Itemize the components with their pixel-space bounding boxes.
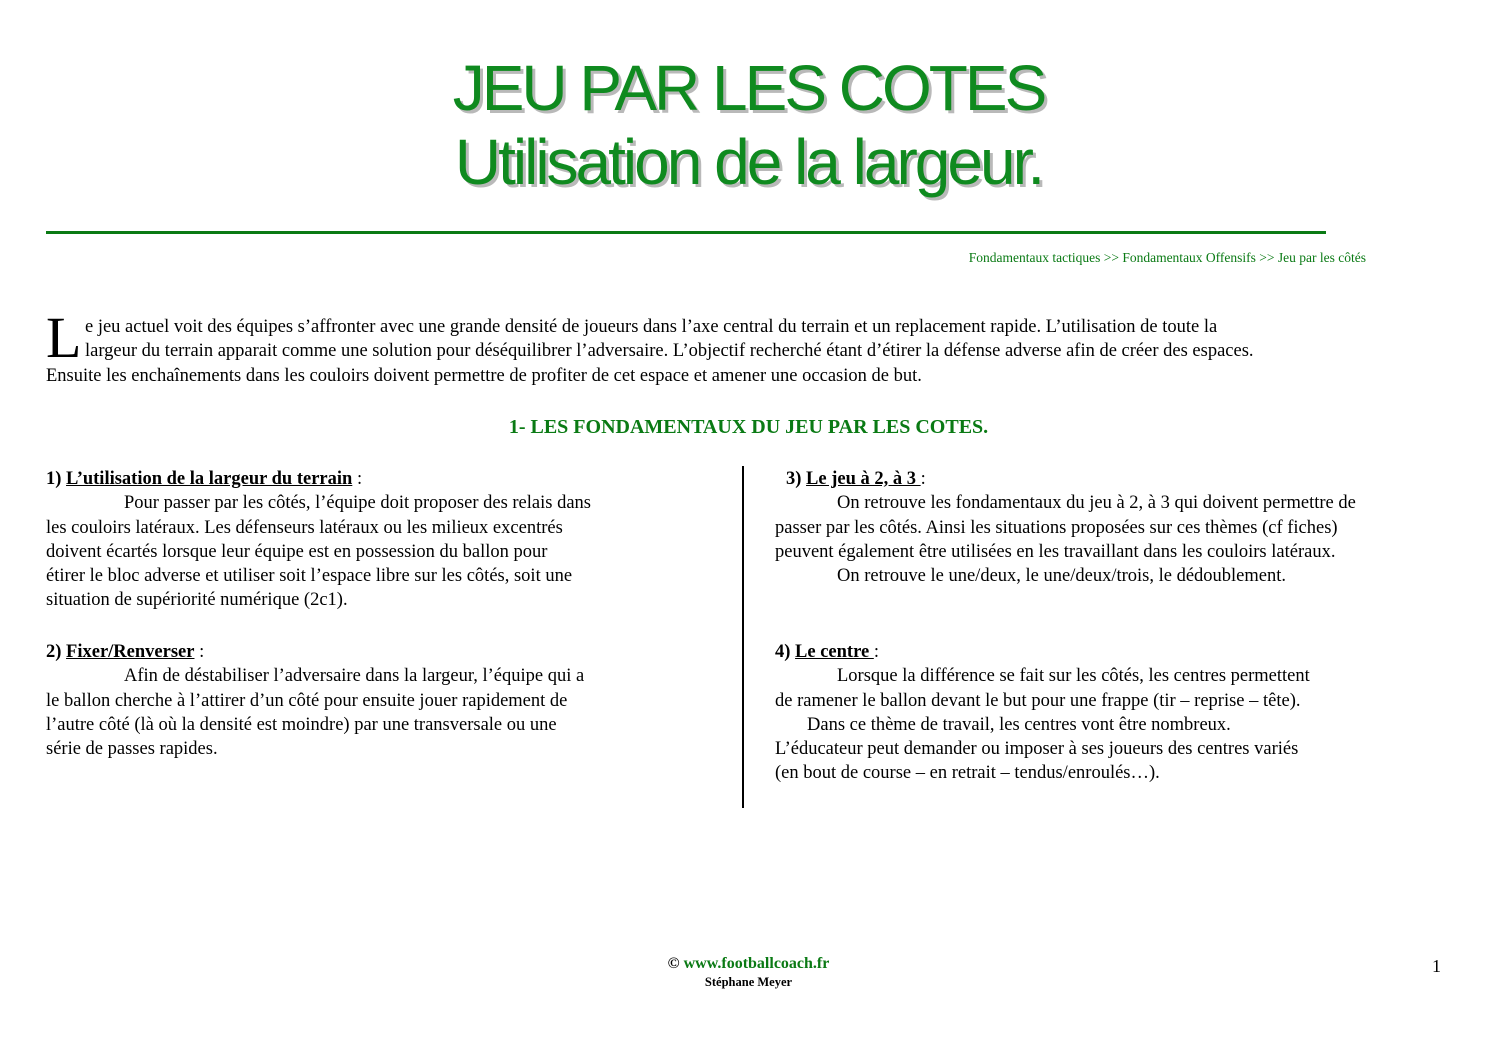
section-4-heading: 4) Le centre : — [775, 642, 879, 662]
text-line: Dans ce thème de travail, les centres vont être nombreux. — [807, 714, 1231, 735]
text-line: situation de supériorité numérique (2c1). — [46, 590, 348, 611]
text-line: peuvent également être utilisées en les travaillant dans les couloirs latéraux. — [775, 541, 1336, 562]
intro-line: e jeu actuel voit des équipes s’affronter avec une grande densité de joueurs dans l’axe central du terrain et un replacement rapide. L’utilisation de toute la — [85, 317, 1218, 337]
text-line: les couloirs latéraux. Les défenseurs latéraux ou les milieux excentrés — [46, 517, 563, 538]
drop-cap: L — [46, 305, 82, 370]
text-line: Lorsque la différence se fait sur les côtés, les centres permettent — [837, 666, 1310, 687]
section-2 — [46, 640, 584, 761]
text-line: On retrouve les fondamentaux du jeu à 2, à 3 qui doivent permettre de — [837, 493, 1356, 514]
text-line: étirer le bloc adverse et utiliser soit l’espace libre sur les côtés, soit une — [46, 566, 573, 587]
section-heading: 1- LES FONDAMENTAUX DU JEU PAR LES COTES. — [508, 416, 989, 438]
section-3-heading: 3) Le jeu à 2, à 3 : — [786, 469, 926, 489]
text-line: série de passes rapides. — [46, 739, 218, 760]
section-1 — [46, 467, 591, 613]
text-line: (en bout de course – en retrait – tendus/enroulés…). — [775, 763, 1160, 784]
text-line: l’autre côté (là où la densité est moindre) par une transversale ou une — [46, 714, 557, 735]
text-line: passer par les côtés. Ainsi les situations proposées sur ces thèmes (cf fiches) — [775, 517, 1338, 538]
section-4 — [775, 640, 1310, 786]
text-line: de ramener le ballon devant le but pour une frappe (tir – reprise – tête). — [775, 690, 1301, 711]
section-1-heading: 1) L’utilisation de la largeur du terrain : — [46, 469, 363, 489]
site-link[interactable]: www.footballcoach.fr — [683, 955, 830, 972]
breadcrumb: Fondamentaux tactiques >> Fondamentaux Offensifs >> Jeu par les côtés — [968, 250, 1366, 265]
page-number: 1 — [1432, 956, 1441, 976]
text-line: Afin de déstabiliser l’adversaire dans la largeur, l’équipe qui a — [124, 666, 585, 687]
text-line: On retrouve le une/deux, le une/deux/trois, le dédoublement. — [837, 566, 1287, 587]
text-line: L’éducateur peut demander ou imposer à ses joueurs des centres variés — [775, 739, 1299, 760]
footer-author: Stéphane Meyer — [704, 975, 793, 989]
column-divider — [742, 466, 744, 808]
copyright-symbol: © — [667, 955, 684, 972]
text-line: Pour passer par les côtés, l’équipe doit proposer des relais dans — [124, 493, 591, 514]
section-2-heading: 2) Fixer/Renverser : — [46, 642, 205, 662]
text-line: doivent écartés lorsque leur équipe est en possession du ballon pour — [46, 541, 548, 562]
title-underline — [46, 231, 1326, 234]
page-title: JEU PAR LES COTES — [452, 52, 1045, 124]
footer-site — [0, 955, 1497, 973]
text-line: le ballon cherche à l’attirer d’un côté pour ensuite jouer rapidement de — [46, 690, 568, 711]
page-subtitle: Utilisation de la largeur. — [454, 126, 1043, 198]
intro-paragraph — [46, 305, 1446, 388]
intro-line: largeur du terrain apparait comme une solution pour déséquilibrer l’adversaire. L’objectif recherché étant d’étirer la défense adverse afin de créer des espaces. — [85, 341, 1254, 362]
intro-line: Ensuite les enchaînements dans les couloirs doivent permettre de profiter de cet espace et amener une occasion de but. — [46, 365, 922, 386]
section-3 — [775, 467, 1356, 588]
